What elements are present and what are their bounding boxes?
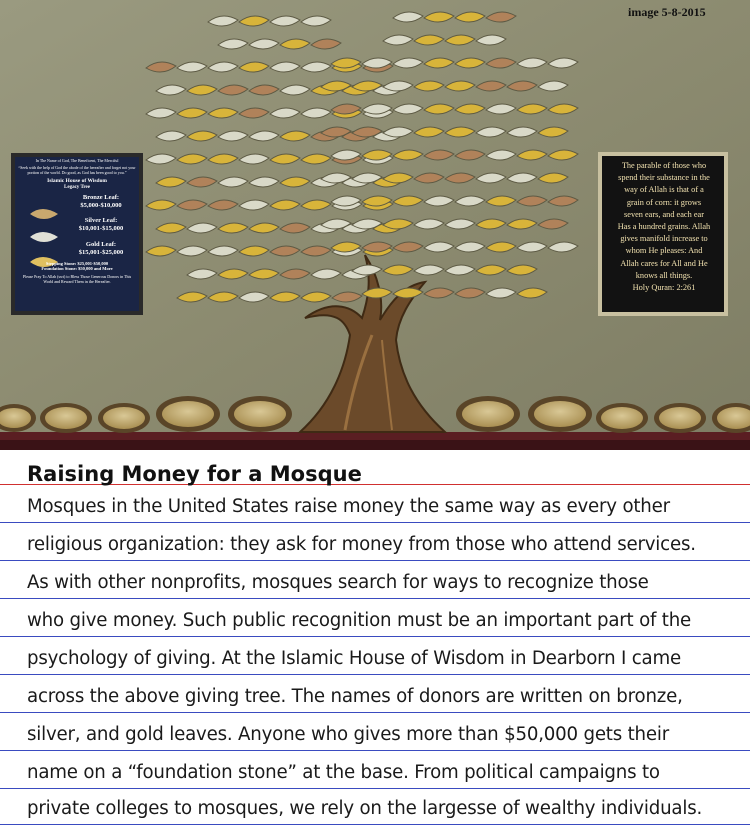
verse-line: Has a hundred grains. Allah: [617, 222, 711, 232]
plaque-title: Islamic House of Wisdom: [47, 178, 107, 184]
silver-leaf-range: $10,001-$15,000: [78, 224, 124, 232]
silver-leaf-label: Silver Leaf:: [84, 217, 118, 224]
article-line: across the above giving tree. The names of donors are written on bronze,: [27, 686, 683, 707]
stepping-stone-level: Stepping Stone: $25,001-$50,000: [45, 261, 109, 266]
blue-rule: [0, 636, 750, 637]
bronze-leaf-label: Bronze Leaf:: [82, 194, 120, 201]
verse-line: Allah cares for All and He: [620, 258, 708, 268]
blue-rule: [0, 598, 750, 599]
blue-rule: [0, 788, 750, 789]
article-line: name on a “foundation stone” at the base. From political campaigns to: [27, 762, 660, 783]
verse-line: gives manifold increase to: [620, 234, 708, 244]
article-title: Raising Money for a Mosque: [27, 462, 362, 486]
blue-rule: [0, 750, 750, 751]
plaque-invocation: In The Name of God, The Beneficent, The Merciful: [35, 158, 119, 163]
blue-rule: [0, 560, 750, 561]
article-line: religious organization: they ask for money from those who attend services.: [27, 534, 696, 555]
verse-citation: Holy Quran: 2:261: [632, 283, 696, 293]
blue-rule: [0, 522, 750, 523]
plaque-verse: “Seek with the help of God the abode of the hereafter and forget not your portion of the world. Do good, as God has been good to you.”: [18, 165, 136, 175]
article-line: Mosques in the United States raise money the same way as every other: [27, 496, 670, 517]
foundation-stone-level: Foundation Stone: $50,000 and More: [41, 266, 113, 271]
article-line: psychology of giving. At the Islamic House of Wisdom in Dearborn I came: [27, 648, 682, 669]
article-line: private colleges to mosques, we rely on the largesse of wealthy individuals.: [27, 798, 703, 819]
bronze-leaf-range: $5,000-$10,000: [80, 201, 122, 209]
article-line: As with other nonprofits, mosques search for ways to recognize those: [27, 572, 649, 593]
verse-line: whom He pleases: And: [625, 246, 703, 256]
verse-line: seven ears, and each ear: [624, 209, 704, 219]
quran-verse-plaque: [605, 160, 723, 308]
blue-rule: [0, 824, 750, 825]
article-line: silver, and gold leaves. Anyone who gives more than $50,000 gets their: [27, 724, 669, 745]
verse-line: way of Allah is that of a: [624, 185, 704, 195]
plaque-subtitle: Legacy Tree: [64, 185, 90, 190]
blue-rule: [0, 674, 750, 675]
gold-leaf-range: $15,001-$25,000: [78, 248, 124, 256]
plaque-prayer: Please Pray To Allah (swt) to Bless Those Generous Donors in This World and Reward Them in the Hereafter.: [22, 274, 132, 284]
verse-line: The parable of those who: [621, 161, 707, 170]
donor-levels-plaque: [16, 158, 138, 308]
article-line: who give money. Such public recognition must be an important part of the: [27, 610, 692, 631]
photo-date-stamp: image 5-8-2015: [628, 5, 706, 19]
verse-line: spend their substance in the: [618, 173, 710, 183]
blue-rule: [0, 712, 750, 713]
gold-leaf-label: Gold Leaf:: [85, 241, 117, 248]
verse-line: grain of corn: it grows: [626, 197, 702, 207]
verse-line: knows all things.: [635, 270, 693, 280]
